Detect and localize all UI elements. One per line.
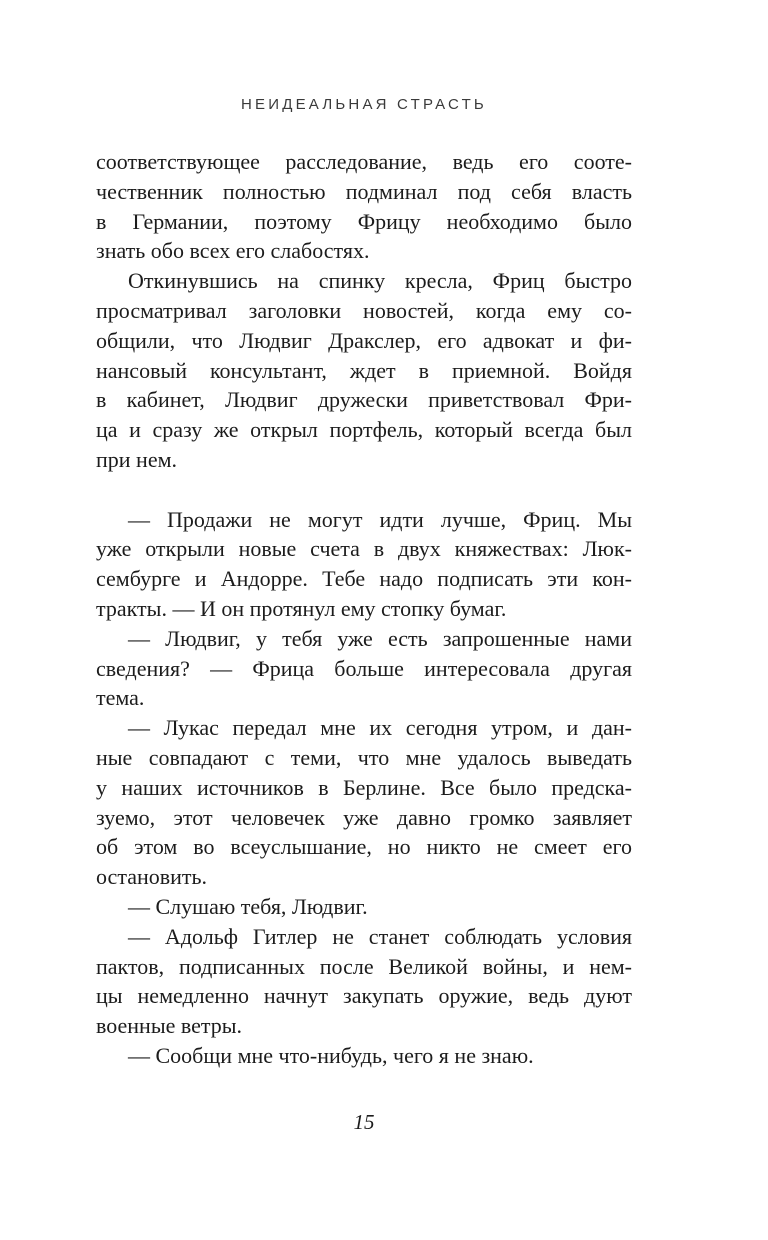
text-line: ца и сразу же открыл портфель, который всегда был [96, 417, 632, 443]
text-line: — Людвиг, у тебя уже есть запрошенные нами [128, 625, 632, 651]
text-line: об этом во всеуслышание, но никто не смеет его [96, 834, 632, 860]
paragraph [96, 147, 632, 266]
text-line: знать обо всех его слабостях. [96, 238, 370, 264]
text-line: тракты. — И он протянул ему стопку бумаг. [96, 595, 507, 621]
running-header: НЕИДЕАЛЬНАЯ СТРАСТЬ [241, 96, 487, 113]
page-number: 15 [353, 1110, 375, 1134]
text-line: нансовый консультант, ждет в приемной. Войдя [96, 357, 632, 383]
text-line: уже открыли новые счета в двух княжествах: Люк- [96, 536, 632, 562]
text-line: чественник полностью подминал под себя власть [96, 178, 632, 204]
paragraph [96, 266, 632, 475]
text-line: военные ветры. [96, 1013, 243, 1039]
text-line: — Продажи не могут идти лучше, Фриц. Мы [128, 506, 632, 532]
text-line: при нем. [96, 446, 178, 472]
text-line: у наших источников в Берлине. Все было предска- [96, 774, 632, 800]
paragraph [96, 505, 632, 624]
paragraph [96, 624, 632, 713]
text-line: ные совпадают с теми, что мне удалось выведать [96, 744, 632, 770]
text-line: зуемо, этот человечек уже давно громко заявляет [96, 804, 632, 830]
text-line: — Слушаю тебя, Людвиг. [128, 893, 368, 919]
paragraph [96, 922, 632, 1041]
text-line: пактов, подписанных после Великой войны, и нем- [96, 953, 632, 979]
text-line: сембурге и Андорре. Тебе надо подписать эти кон- [96, 566, 632, 592]
text-line: соответствующее расследование, ведь его сооте- [96, 149, 632, 174]
scene-break [96, 475, 632, 505]
text-line: тема. [96, 685, 145, 711]
text-line: — Лукас передал мне их сегодня утром, и дан- [128, 715, 632, 741]
text-line: цы немедленно начнут закупать оружие, ведь дуют [96, 983, 632, 1009]
paragraph [96, 1041, 632, 1071]
text-line: — Сообщи мне что-нибудь, чего я не знаю. [128, 1042, 534, 1068]
text-line: Откинувшись на спинку кресла, Фриц быстро [128, 268, 632, 294]
text-line: просматривал заголовки новостей, когда ему со- [96, 297, 632, 323]
text-line: общили, что Людвиг Дракслер, его адвокат и фи- [96, 327, 632, 353]
text-line: — Адольф Гитлер не станет соблюдать условия [128, 923, 632, 949]
paragraph [96, 713, 632, 892]
body-text [96, 147, 632, 1071]
text-line: в Германии, поэтому Фрицу необходимо было [96, 208, 632, 234]
text-line: сведения? — Фрица больше интересовала другая [96, 655, 632, 681]
paragraph [96, 892, 632, 922]
text-line: в кабинет, Людвиг дружески приветствовал Фри- [96, 387, 632, 413]
text-line: остановить. [96, 864, 208, 890]
